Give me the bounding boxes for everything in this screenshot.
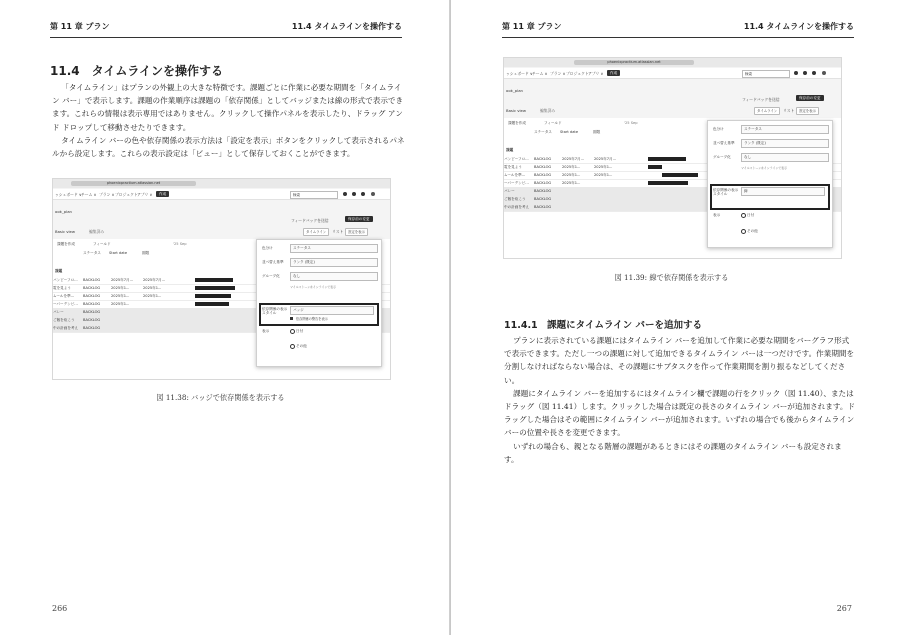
col-start: Start date (109, 251, 128, 255)
field-toggle: フィールド (544, 121, 562, 125)
sort-select: ランク (既定) (290, 258, 378, 267)
row-title: 電を見よう (504, 165, 522, 169)
help-icon (803, 71, 807, 75)
radio-icon (290, 329, 295, 334)
row-start: 2025年1... (111, 302, 130, 306)
gear-icon (361, 192, 365, 196)
show-other: その他 (747, 229, 758, 233)
row-title: ムールを準... (53, 294, 75, 298)
nav-teams: チーム ∨ (532, 71, 548, 76)
sort-label: 並べ替え基準 (713, 141, 735, 145)
show-other: その他 (296, 344, 307, 348)
url-bar: phoenixpractium.atlassian.net (71, 181, 196, 186)
color-label: 色分け (262, 246, 273, 250)
nav-teams: チーム ∨ (81, 192, 97, 197)
nav-projects: プロジェクト (566, 71, 589, 76)
row-title: バンピーフロ... (53, 278, 78, 282)
row-status: BACKLOG (83, 286, 101, 290)
row-title: 中の計画を考え (53, 326, 79, 330)
view-state: 編集済み (89, 229, 105, 234)
paragraph: 課題にタイムライン バーを追加するにはタイムライン欄で課題の行をクリック（図 11.40）、またはドラッグ（図 11.41）します。クリックした場合は既定の長さのタイムライン バーが追加されます。ドラッグした場合はその範囲にタイムライン バーが追加されます。いずれの場合でも後からタイムライン バーの位置や長さを変更できます。 (504, 388, 856, 438)
list-toggle: リスト (332, 229, 344, 234)
dependency-style-label: 依存関係の表示スタイル (262, 307, 288, 315)
nav-dashboards: ッシュボード ∨ (506, 71, 533, 76)
row-start: 2025年1... (111, 294, 130, 298)
header-chapter: 第 11 章 プラン (502, 22, 562, 31)
group-by-label: グループ化 (713, 155, 731, 159)
body-text (52, 81, 407, 160)
month-label: '25 Sep (173, 242, 187, 246)
running-header (50, 21, 402, 33)
nav-projects: プロジェクト (115, 192, 138, 197)
browser-chrome (504, 58, 841, 67)
header-section: 11.4 タイムラインを操作する (291, 22, 402, 31)
paragraph: プランに表示されている課題にはタイムライン バーを追加して作業に必要な期間をバーグラフ形式で表示できます。ただし一つの課題に対して追加できるタイムライン バーは一つだけです。作業期間を分割しなければならない場合は、その課題にサブタスクを作って作業期間を割り振るなどしてください。 (504, 336, 855, 385)
timeline-bar (195, 302, 229, 306)
color-select: ステータス (290, 244, 378, 253)
row-due: 2025年1... (143, 286, 162, 290)
group-by-label: グループ化 (262, 274, 280, 278)
review-changes-button: 保存前の変更 (796, 95, 824, 101)
nav-plans: プラン ∨ (550, 71, 566, 76)
figure-caption: 図 11.38: バッジで依存関係を表示する (156, 393, 285, 402)
col-start: Start date (560, 130, 579, 134)
row-title: ご飯を炊こう (53, 318, 75, 322)
group-by-select: なし (290, 272, 378, 281)
search-input: 検索 (290, 191, 338, 199)
milestone-note: マイルストーンをインラインで表示 (290, 285, 336, 289)
timeline-toggle: タイムライン (303, 228, 329, 236)
radio-icon (741, 213, 746, 218)
row-status: BACKLOG (83, 278, 101, 282)
dependency-style-label: 依存関係の表示スタイル (713, 188, 739, 196)
sort-select: ランク (既定) (741, 139, 829, 148)
row-status: BACKLOG (534, 165, 552, 169)
timeline-bar (648, 165, 662, 169)
create-button: 作成 (607, 70, 620, 76)
row-due: 2025年1... (143, 294, 162, 298)
row-start: 2025年1... (562, 165, 581, 169)
plan-name: ook_plan (55, 209, 72, 214)
row-due: 2025年1... (594, 173, 613, 177)
timeline-bar (195, 286, 235, 290)
create-issue-link: 課題を作成 (508, 121, 526, 125)
header-section: 11.4 タイムラインを操作する (743, 22, 854, 31)
header-rule (502, 37, 854, 38)
row-due: 2025年1... (594, 165, 613, 169)
page-number: 266 (52, 604, 68, 613)
row-title: 中の計画を考え (504, 205, 530, 209)
timeline-bar (648, 181, 688, 185)
browser-chrome (53, 179, 390, 188)
paragraph: いずれの場合も、親となる階層の課題があるときにはその課題のタイムライン バーも設定されます。 (504, 441, 842, 464)
row-start: 2025年1... (562, 173, 581, 177)
app-nav-bar (504, 68, 841, 79)
month-label: '25 Sep (624, 121, 638, 125)
timeline-bar (648, 157, 686, 161)
plan-name: ook_plan (506, 88, 523, 93)
section-title: 11.4 タイムラインを操作する (50, 64, 224, 78)
row-status: BACKLOG (83, 310, 101, 314)
checkbox-icon (290, 317, 293, 320)
milestone-note: マイルストーンをインラインで表示 (741, 166, 787, 170)
row-status: BACKLOG (83, 302, 101, 306)
figure-screenshot (52, 178, 391, 380)
view-settings-button: 設定を表示 (796, 107, 819, 115)
row-title: ーパーデンビ... (504, 181, 529, 185)
page-number: 267 (836, 604, 852, 613)
col-status: ステータス (83, 251, 101, 255)
group-by-select: なし (741, 153, 829, 162)
create-issue-link: 課題を作成 (57, 242, 75, 246)
dependency-style-select: 線 (741, 187, 825, 196)
nav-dashboards: ッシュボード ∨ (55, 192, 82, 197)
row-start: 2025年7月... (562, 157, 585, 161)
row-start: 2025年1... (562, 181, 581, 185)
dependency-style-select: バッジ (290, 306, 374, 315)
row-status: BACKLOG (83, 318, 101, 322)
notification-icon (794, 71, 798, 75)
timeline-bar (195, 278, 233, 282)
header-chapter: 第 11 章 プラン (50, 22, 110, 31)
help-icon (352, 192, 356, 196)
feedback-link: フィードバックを送信 (742, 97, 780, 102)
row-status: BACKLOG (534, 157, 552, 161)
row-due: 2025年7月... (143, 278, 166, 282)
sort-label: 並べ替え基準 (262, 260, 284, 264)
nav-apps: アプリ ∨ (588, 71, 604, 76)
row-due: 2025年7月... (594, 157, 617, 161)
color-select: ステータス (741, 125, 829, 134)
timeline-bar (195, 294, 231, 298)
url-bar: phoenixpractium.atlassian.net (574, 60, 694, 65)
row-status: BACKLOG (534, 205, 552, 209)
field-toggle: フィールド (93, 242, 111, 246)
col-due: 期限 (142, 251, 150, 255)
nav-plans: プラン ∨ (99, 192, 115, 197)
row-title: 電を見よう (53, 286, 71, 290)
color-label: 色分け (713, 127, 724, 131)
show-label: 表示 (262, 329, 270, 333)
group-label: 課題 (55, 269, 63, 273)
create-button: 作成 (156, 191, 169, 197)
dependency-warning-label: 依存関係の警告を表示 (296, 317, 328, 321)
notification-icon (343, 192, 347, 196)
paragraph: タイムライン バーの色や依存関係の表示方法は「設定を表示」ボタンをクリックして表示されるパネルから設定します。これらの表示設定は「ビュー」として保存しておくことができます。 (52, 135, 405, 159)
row-start: 2025年1... (111, 286, 130, 290)
right-page (450, 0, 900, 635)
timeline-toggle: タイムライン (754, 107, 780, 115)
avatar (822, 71, 826, 75)
review-changes-button: 保存前の変更 (345, 216, 373, 222)
view-settings-button: 設定を表示 (345, 228, 368, 236)
figure-caption: 図 11.39: 線で依存関係を表示する (614, 273, 729, 282)
view-settings-panel (256, 239, 382, 367)
view-selector: Basic view (55, 229, 76, 234)
row-title: ムールを準... (504, 173, 526, 177)
row-title: ご飯を炊こう (504, 197, 526, 201)
row-status: BACKLOG (83, 294, 101, 298)
avatar (371, 192, 375, 196)
row-title: バレー (504, 189, 515, 193)
col-status: ステータス (534, 130, 552, 134)
figure-screenshot (503, 57, 842, 259)
row-status: BACKLOG (534, 197, 552, 201)
view-settings-panel (707, 120, 833, 248)
running-header (502, 21, 854, 33)
search-input: 検索 (742, 70, 790, 78)
app-nav-bar (53, 189, 390, 200)
radio-icon (741, 229, 746, 234)
view-selector: Basic view (506, 108, 527, 113)
show-option: 日付 (296, 329, 304, 333)
group-label: 課題 (506, 148, 514, 152)
row-status: BACKLOG (534, 189, 552, 193)
row-title: バンピーフロ... (504, 157, 529, 161)
radio-icon (290, 344, 295, 349)
row-status: BACKLOG (534, 173, 552, 177)
feedback-link: フィードバックを送信 (291, 218, 329, 223)
row-title: ーパーデンビ... (53, 302, 78, 306)
row-title: バレー (53, 310, 64, 314)
paragraph: 「タイムライン」はプランの外観上の大きな特徴です。課題ごとに作業に必要な期間を「タイムライン バー」で表示します。課題の作業順序は課題の「依存関係」としてバッジまたは線の形式で表示できます。これらの情報は表示専用ではありません。クリックして操作パネルを表示したり、ドラッグ アンド ドロップして移動させたりできます。 (52, 83, 404, 132)
list-toggle: リスト (783, 108, 795, 113)
show-label: 表示 (713, 213, 721, 217)
header-rule (50, 37, 402, 38)
show-option: 日付 (747, 213, 755, 217)
view-state: 編集済み (540, 108, 556, 113)
body-text (504, 334, 856, 466)
row-status: BACKLOG (534, 181, 552, 185)
nav-apps: アプリ ∨ (137, 192, 153, 197)
col-due: 期限 (593, 130, 601, 134)
gear-icon (812, 71, 816, 75)
row-status: BACKLOG (83, 326, 101, 330)
timeline-bar (662, 173, 698, 177)
row-start: 2025年7月... (111, 278, 134, 282)
subsection-title: 11.4.1 課題にタイムライン バーを追加する (504, 320, 702, 331)
